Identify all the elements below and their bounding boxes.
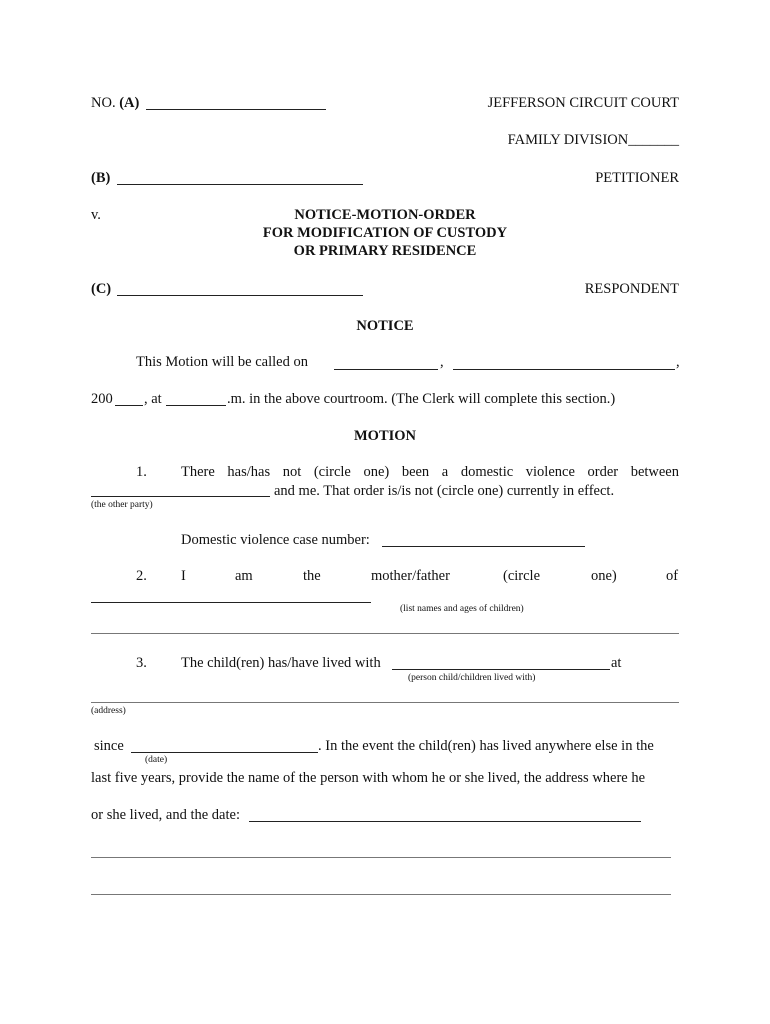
- item-3-number: 3.: [136, 655, 147, 671]
- notice-date-line[interactable]: [334, 369, 438, 370]
- court-name: JEFFERSON CIRCUIT COURT: [487, 95, 679, 111]
- date-lived-label: or she lived, and the date:: [91, 807, 240, 823]
- at-label: at: [611, 655, 622, 671]
- last-five-years-text: last five years, provide the name of the person with whom he or she lived, the address where he: [91, 770, 646, 786]
- comma-1: ,: [440, 354, 444, 370]
- title-line-1: NOTICE-MOTION-ORDER: [294, 207, 476, 223]
- year-prefix: 200: [91, 391, 113, 407]
- item-2-word: one): [591, 568, 617, 584]
- other-party-line[interactable]: [91, 496, 270, 497]
- additional-info-line-2[interactable]: [91, 894, 671, 895]
- a-label: (A): [119, 95, 140, 111]
- courtroom-text: .m. in the above courtroom. (The Clerk will complete this section.): [227, 391, 616, 407]
- b-label: (B): [91, 170, 111, 186]
- item-2-word: of: [666, 568, 679, 584]
- since-label: since: [94, 738, 124, 754]
- date-caption: (date): [145, 755, 168, 765]
- date-lived-line[interactable]: [249, 821, 641, 822]
- notice-called-text: This Motion will be called on: [136, 354, 308, 370]
- time-line[interactable]: [166, 405, 226, 406]
- children-names-line-2[interactable]: [91, 633, 679, 634]
- person-caption: (person child/children lived with): [408, 673, 536, 683]
- since-rest-text: . In the event the child(ren) has lived anywhere else in the: [318, 738, 654, 754]
- c-label: (C): [91, 281, 112, 297]
- item-2-word: (circle: [503, 568, 541, 584]
- item-2-number: 2.: [136, 568, 147, 584]
- other-party-caption: (the other party): [91, 500, 153, 510]
- address-caption: (address): [91, 706, 126, 716]
- item-2-word: mother/father: [371, 568, 450, 584]
- dv-case-label: Domestic violence case number:: [181, 532, 370, 548]
- comma-2: ,: [676, 354, 680, 370]
- title-line-3: OR PRIMARY RESIDENCE: [293, 243, 477, 259]
- petitioner-name-line[interactable]: [117, 184, 363, 185]
- title-line-2: FOR MODIFICATION OF CUSTODY: [262, 225, 508, 241]
- address-line[interactable]: [91, 702, 679, 703]
- lived-with-line[interactable]: [392, 669, 610, 670]
- case-number-line[interactable]: [146, 109, 326, 110]
- item-2-word: I: [181, 568, 186, 584]
- year-line[interactable]: [115, 405, 143, 406]
- item-3-line-1: The child(ren) has/have lived with: [181, 655, 381, 671]
- respondent-label: RESPONDENT: [584, 281, 679, 297]
- notice-month-line[interactable]: [453, 369, 675, 370]
- item-2-word: am: [235, 568, 253, 584]
- additional-info-line-1[interactable]: [91, 857, 671, 858]
- notice-heading: NOTICE: [356, 318, 414, 334]
- item-1-number: 1.: [136, 464, 147, 480]
- children-caption: (list names and ages of children): [400, 604, 524, 614]
- versus-label: v.: [91, 207, 101, 223]
- petitioner-label: PETITIONER: [595, 170, 679, 186]
- division-label: FAMILY DIVISION_______: [507, 132, 679, 148]
- since-date-line[interactable]: [131, 752, 318, 753]
- children-names-line[interactable]: [91, 602, 371, 603]
- case-number-label: [91, 96, 139, 111]
- no-label: NO.: [91, 95, 116, 111]
- item-1-line-1: There has/has not (circle one) been a domestic violence order between: [181, 464, 679, 480]
- item-2-word: the: [303, 568, 321, 584]
- item-1-line-2: and me. That order is/is not (circle one) currently in effect.: [274, 483, 615, 499]
- dv-case-number-line[interactable]: [382, 546, 585, 547]
- motion-heading: MOTION: [353, 428, 417, 444]
- year-suffix: , at: [144, 391, 162, 407]
- respondent-name-line[interactable]: [117, 295, 363, 296]
